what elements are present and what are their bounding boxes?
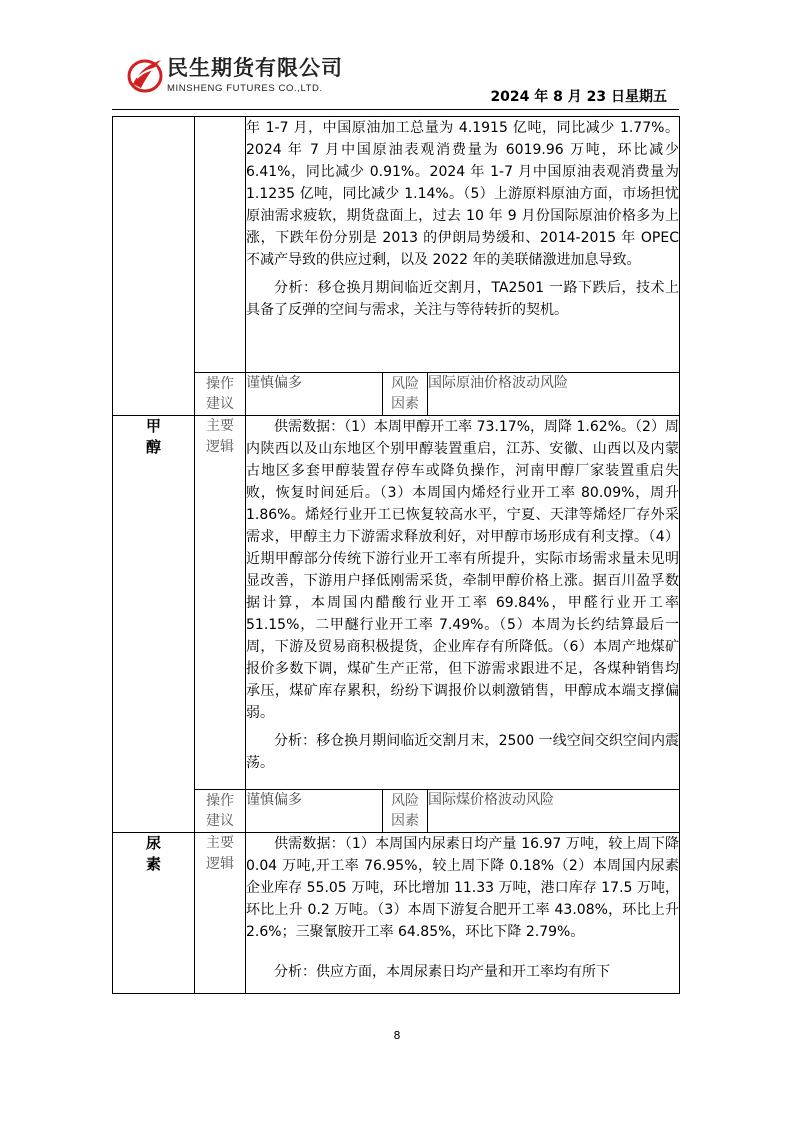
pta-analysis-text: 分析：移仓换月期间临近交割月，TA2501 一路下跌后，技术上具备了反弹的空间与需求，关注与等待转折的契机。 — [246, 280, 679, 318]
pta-logic-text: 年 1-7 月，中国原油加工总量为 4.1915 亿吨，同比减少 1.77%。2024 年 7 月中国原油表观消费量为 6019.96 万吨，环比减少 6.41%，同比减少 0.91%。2024 年 1-7 月中国原油表观消费量为 1.1235 亿吨，同比减少 1.14%。（5）上游原料原油方面，市场担忧原油需求疲软，期货盘面上，过去 10 年 9 月份国际原油价格多为上涨，下跌年份分别是 2013 的伊朗局势缓和、2014-2015 年 OPEC 不减产导致的供应过剩，以及 2022 年的美联储激进加息导致。 — [246, 120, 679, 268]
page-number: 8 — [393, 1029, 401, 1042]
urea-analysis-text: 分析：供应方面，本周尿素日均产量和开工率均有所下 — [274, 964, 610, 980]
methanol-analysis-text: 分析：移仓换月期间临近交割月末，2500 一线空间交织空间内震荡。 — [246, 733, 679, 771]
methanol-logic-content — [246, 416, 680, 790]
category-cell-methanol — [113, 416, 195, 833]
pta-logic-content — [246, 117, 680, 373]
category-name-urea: 尿素 — [146, 834, 162, 873]
risk-label: 风险因素 — [383, 373, 428, 416]
logo-chinese-name: 民生期货有限公司 — [167, 56, 343, 80]
logic-label-cell — [195, 416, 246, 790]
op-advice-value: 谨慎偏多 — [246, 373, 383, 416]
category-name-methanol: 甲醇 — [146, 417, 162, 456]
report-date: 2024 年 8 月 23 日星期五 — [490, 89, 667, 105]
logic-label: 主要逻辑 — [206, 835, 234, 872]
analysis-table — [112, 116, 680, 994]
company-logo — [127, 52, 367, 102]
risk-value: 国际原油价格波动风险 — [428, 373, 680, 416]
table-row — [113, 833, 680, 994]
table-row — [113, 117, 680, 373]
urea-logic-text: 供需数据：（1）本周国内尿素日均产量 16.97 万吨，较上周下降 0.04 万吨,开工率 76.95%，较上周下降 0.18%（2）本周国内尿素企业库存 55.05 万吨，环比增加 11.33 万吨，港口库存 17.5 万吨，环比上升 0.2 万吨。（3）本周下游复合肥开工率 43.08%，环比上升 2.6%；三聚氰胺开工率 64.85%，环比下降 2.79%。 — [246, 836, 679, 940]
header-divider — [112, 109, 679, 110]
risk-value: 国际煤价格波动风险 — [428, 790, 680, 833]
op-advice-label: 操作建议 — [195, 373, 246, 416]
category-cell-urea — [113, 833, 195, 994]
logic-label: 主要逻辑 — [206, 418, 234, 455]
logo-english-name: MINSHENG FUTURES CO.,LTD. — [167, 83, 323, 94]
minsheng-logo-icon — [127, 54, 163, 94]
table-row — [113, 416, 680, 790]
page-header — [0, 0, 794, 110]
table-row — [113, 790, 680, 833]
table-row — [113, 373, 680, 416]
category-cell-pta — [113, 117, 195, 416]
op-advice-label: 操作建议 — [195, 790, 246, 833]
urea-logic-content — [246, 833, 680, 994]
methanol-logic-text: 供需数据：（1）本周甲醇开工率 73.17%，周降 1.62%。（2）周内陕西以及山东地区个别甲醇装置重启，江苏、安徽、山西以及内蒙古地区多套甲醇装置存停车或降负操作，河南甲醇厂家装置重启失败，恢复时间延后。（3）本周国内烯烃行业开工率 80.09%，周升 1.86%。烯烃行业开工已恢复较高水平，宁夏、天津等烯烃厂存外采需求，甲醇主力下游需求释放利好，对甲醇市场形成有利支撑。（4）近期甲醇部分传统下游行业开工率有所提升，实际市场需求量未见明显改善，下游用户择低刚需采货，牵制甲醇价格上涨。据百川盈孚数据计算，本周国内醋酸行业开工率 69.84%，甲醛行业开工率 51.15%，二甲醚行业开工率 7.49%。（5）本周为长约结算最后一周，下游及贸易商积极提货，企业库存有所降低。（6）本周产地煤矿报价多数下调，煤矿生产正常，但下游需求跟进不足，各煤种销售均承压，煤矿库存累积，纷纷下调报价以刺激销售，甲醇成本端支撑偏弱。 — [246, 419, 679, 721]
risk-label: 风险因素 — [383, 790, 428, 833]
op-advice-value: 谨慎偏多 — [246, 790, 383, 833]
logic-label-cell — [195, 117, 246, 373]
logic-label-cell — [195, 833, 246, 994]
